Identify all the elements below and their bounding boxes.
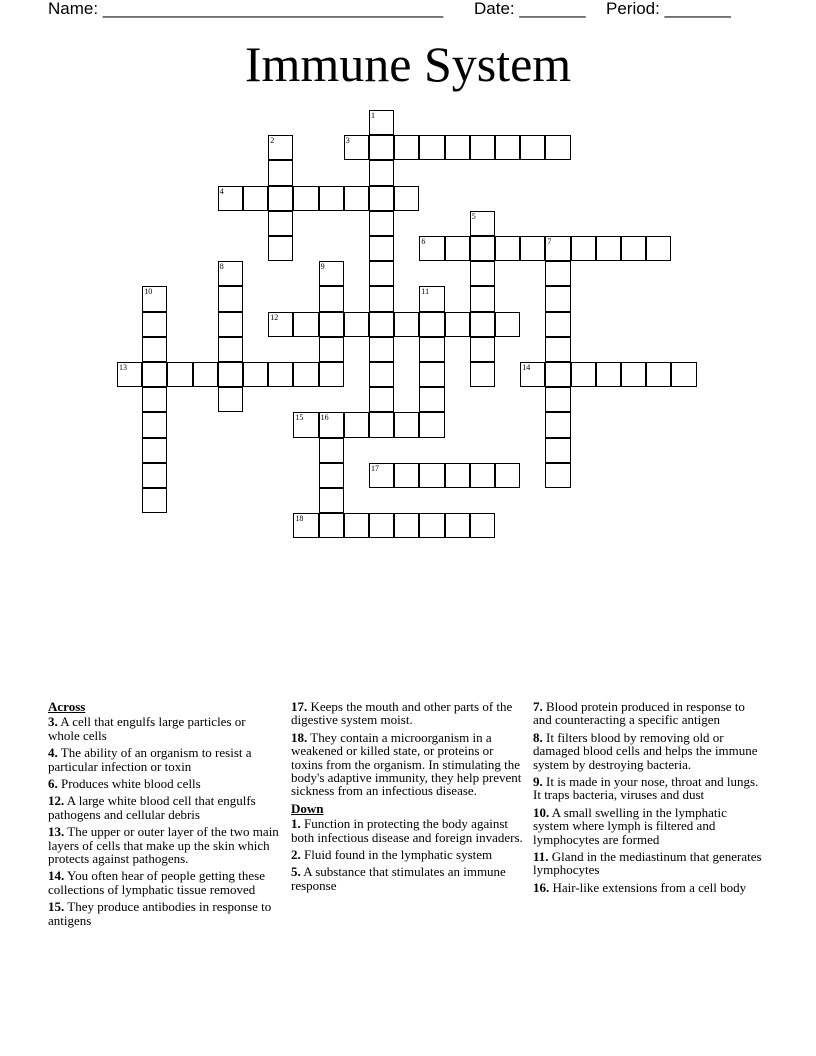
across-clue <box>291 731 525 798</box>
grid-cell[interactable] <box>319 312 344 337</box>
down-heading: Down <box>291 800 324 816</box>
grid-cell[interactable] <box>495 236 520 261</box>
grid-cell[interactable] <box>545 412 570 437</box>
grid-cell[interactable] <box>545 337 570 362</box>
clue-number-label: 13. <box>48 824 65 840</box>
clue-number: 1 <box>371 111 375 120</box>
clue-text: The ability of an organism to resist a particular infection or toxin <box>48 745 252 774</box>
clue-number-label: 14. <box>48 868 65 884</box>
grid-cell[interactable] <box>268 160 293 185</box>
grid-cell[interactable] <box>571 236 596 261</box>
grid-cell[interactable] <box>218 362 243 387</box>
clue-text: It filters blood by removing old or damaged blood cells and helps the immune system by destroying bacteria. <box>533 729 758 772</box>
grid-cell[interactable] <box>419 513 444 538</box>
grid-cell[interactable] <box>142 463 167 488</box>
grid-cell[interactable] <box>369 387 394 412</box>
clue-text: Blood protein produced in response to and counteracting a specific antigen <box>533 699 745 728</box>
clue-text: Keeps the mouth and other parts of the digestive system moist. <box>291 699 513 728</box>
grid-cell[interactable] <box>470 312 495 337</box>
clue-number: 6 <box>421 237 426 246</box>
grid-cell[interactable] <box>545 286 570 311</box>
grid-cell[interactable] <box>142 488 167 513</box>
grid-cell[interactable] <box>369 513 394 538</box>
clue-number: 8 <box>219 262 224 272</box>
grid-cell[interactable] <box>218 387 243 412</box>
grid-cell[interactable] <box>319 337 344 362</box>
grid-cell[interactable] <box>293 312 318 337</box>
clue-number-label: 9. <box>533 774 543 790</box>
grid-cell[interactable] <box>495 463 520 488</box>
grid-cell[interactable] <box>319 362 344 387</box>
grid-cell[interactable] <box>243 186 268 211</box>
clue-text: A large white blood cell that engulfs pathogens and cellular debris <box>48 793 256 822</box>
clue-number-label: 5. <box>291 864 301 880</box>
down-clue <box>533 700 765 727</box>
grid-cell[interactable] <box>142 312 167 337</box>
grid-cell[interactable] <box>520 135 545 160</box>
grid-cell[interactable] <box>268 186 293 211</box>
down-clue-list <box>291 817 525 892</box>
clue-number-label: 18. <box>291 729 308 745</box>
grid-cell[interactable] <box>520 236 545 261</box>
grid-cell[interactable] <box>369 337 394 362</box>
down-clue <box>533 775 765 802</box>
clue-number-label: 17. <box>291 699 308 714</box>
grid-cell[interactable] <box>369 362 394 387</box>
grid-cell[interactable] <box>142 387 167 412</box>
grid-cell[interactable] <box>369 211 394 236</box>
grid-cell[interactable] <box>646 236 671 261</box>
grid-cell[interactable] <box>344 513 369 538</box>
grid-cell[interactable] <box>470 261 495 286</box>
grid-cell[interactable] <box>445 463 470 488</box>
clue-number-label: 6. <box>48 776 58 792</box>
across-clue <box>48 746 280 773</box>
across-clue <box>48 794 280 821</box>
grid-cell[interactable] <box>394 412 419 437</box>
grid-cell[interactable] <box>319 463 344 488</box>
clue-number: 16 <box>320 413 329 423</box>
grid-cell[interactable] <box>470 286 495 311</box>
clue-number-label: 11. <box>533 849 549 865</box>
clue-number-label: 12. <box>48 793 65 809</box>
grid-cell[interactable] <box>394 135 419 160</box>
grid-cell[interactable] <box>369 412 394 437</box>
clue-text: A cell that engulfs large particles or whole cells <box>48 714 246 743</box>
across-clue <box>48 777 280 790</box>
across-clue <box>48 900 280 927</box>
grid-cell[interactable] <box>470 236 495 261</box>
grid-cell[interactable] <box>470 362 495 387</box>
grid-cell[interactable] <box>621 236 646 261</box>
clue-text: Function in protecting the body against both infectious disease and foreign invaders. <box>291 816 523 845</box>
grid-cell[interactable] <box>495 312 520 337</box>
across-clue-list <box>48 715 280 927</box>
period-field[interactable]: Period: _______ <box>606 0 731 18</box>
clue-text: Fluid found in the lymphatic system <box>300 847 493 863</box>
grid-cell[interactable] <box>319 488 344 513</box>
clue-text: It is made in your nose, throat and lungs. It traps bacteria, viruses and dust <box>533 774 759 803</box>
clue-number: 17 <box>371 463 379 473</box>
clues-column-1 <box>48 700 280 931</box>
grid-cell[interactable] <box>419 312 444 337</box>
clue-text: The upper or outer layer of the two main layers of cells that make up the skin which protects against pathogens. <box>48 824 279 867</box>
grid-cell[interactable] <box>167 362 192 387</box>
grid-cell[interactable] <box>470 513 495 538</box>
grid-cell[interactable] <box>369 312 394 337</box>
clue-text: Gland in the mediastinum that generates lymphocytes <box>533 849 762 878</box>
grid-cell[interactable] <box>470 135 495 160</box>
grid-cell[interactable] <box>419 412 444 437</box>
down-clue <box>533 850 765 877</box>
grid-cell[interactable] <box>394 186 419 211</box>
grid-cell[interactable] <box>621 362 646 387</box>
name-field[interactable]: Name: ____________________________________ <box>48 0 444 18</box>
grid-cell[interactable] <box>344 186 369 211</box>
page-title: Immune System <box>244 36 572 92</box>
clue-number: 14 <box>522 363 531 372</box>
grid-cell[interactable] <box>218 312 243 337</box>
clues-column-3 <box>533 700 765 898</box>
grid-cell[interactable] <box>545 261 570 286</box>
grid-cell[interactable] <box>571 362 596 387</box>
grid-cell[interactable] <box>243 362 268 387</box>
grid-cell[interactable] <box>646 362 671 387</box>
grid-cell[interactable] <box>319 186 344 211</box>
clue-text: A substance that stimulates an immune response <box>291 864 506 893</box>
down-clue <box>291 865 525 892</box>
grid-cell[interactable] <box>445 312 470 337</box>
grid-cell[interactable] <box>319 438 344 463</box>
grid-cell[interactable] <box>545 463 570 488</box>
clue-number: 3 <box>345 136 350 146</box>
grid-cell[interactable] <box>218 286 243 311</box>
grid-cell[interactable] <box>369 135 394 160</box>
down-clue <box>533 881 765 894</box>
grid-cell[interactable] <box>268 362 293 387</box>
grid-cell[interactable] <box>369 236 394 261</box>
down-clue <box>533 731 765 771</box>
grid-cell[interactable] <box>445 513 470 538</box>
grid-cell[interactable] <box>344 312 369 337</box>
clue-number: 18 <box>295 514 304 524</box>
clue-number: 4 <box>219 186 224 196</box>
down-clue-list-continued <box>533 700 765 894</box>
clue-number: 9 <box>320 262 325 272</box>
grid-cell[interactable] <box>142 412 167 437</box>
across-heading: Across <box>48 699 86 714</box>
grid-cell[interactable] <box>319 286 344 311</box>
clue-number-label: 2. <box>291 847 301 863</box>
clue-number: 15 <box>295 413 304 423</box>
grid-cell[interactable] <box>419 337 444 362</box>
clues-column-2 <box>291 700 525 896</box>
grid-cell[interactable] <box>293 362 318 387</box>
across-clue <box>48 715 280 742</box>
grid-cell[interactable] <box>545 362 570 387</box>
clue-number: 7 <box>547 237 552 246</box>
clue-text: You often hear of people getting these collections of lymphatic tissue removed <box>48 868 265 897</box>
grid-cell[interactable] <box>268 236 293 261</box>
across-clue-list-continued <box>291 700 525 798</box>
down-clue <box>291 848 525 861</box>
down-clue <box>533 806 765 846</box>
clue-text: Produces white blood cells <box>57 776 201 792</box>
grid-cell[interactable] <box>369 186 394 211</box>
grid-cell[interactable] <box>268 211 293 236</box>
grid-cell[interactable] <box>545 312 570 337</box>
grid-cell[interactable] <box>545 438 570 463</box>
grid-cell[interactable] <box>419 387 444 412</box>
clue-number: 2 <box>270 136 275 146</box>
grid-cell[interactable] <box>369 261 394 286</box>
grid-cell[interactable] <box>394 463 419 488</box>
clue-number: 10 <box>144 287 153 297</box>
grid-cell[interactable] <box>344 412 369 437</box>
clue-number-label: 15. <box>48 899 65 915</box>
grid-cell[interactable] <box>419 135 444 160</box>
clue-number-label: 7. <box>533 699 543 714</box>
clue-number-label: 4. <box>48 745 58 761</box>
clue-number: 5 <box>471 211 476 221</box>
grid-cell[interactable] <box>394 513 419 538</box>
grid-cell[interactable] <box>545 135 570 160</box>
grid-cell[interactable] <box>596 362 621 387</box>
clue-number: 13 <box>119 363 127 372</box>
date-field[interactable]: Date: _______ <box>474 0 586 18</box>
grid-cell[interactable] <box>394 312 419 337</box>
grid-cell[interactable] <box>671 362 696 387</box>
grid-cell[interactable] <box>369 286 394 311</box>
across-clue <box>48 825 280 865</box>
clue-number: 12 <box>270 312 279 322</box>
clue-text: Hair-like extensions from a cell body <box>549 879 747 895</box>
grid-cell[interactable] <box>319 513 344 538</box>
clue-text: A small swelling in the lymphatic system where lymph is filtered and lymphocytes are formed <box>533 804 727 847</box>
grid-cell[interactable] <box>596 236 621 261</box>
grid-cell[interactable] <box>369 160 394 185</box>
grid-cell[interactable] <box>193 362 218 387</box>
clue-number-label: 16. <box>533 879 550 895</box>
clue-number-label: 10. <box>533 804 550 820</box>
grid-cell[interactable] <box>445 236 470 261</box>
down-clue <box>291 817 525 844</box>
clue-number-label: 3. <box>48 714 58 730</box>
clue-number-label: 8. <box>533 729 543 745</box>
grid-cell[interactable] <box>419 362 444 387</box>
grid-cell[interactable] <box>445 135 470 160</box>
grid-cell[interactable] <box>218 337 243 362</box>
across-clue <box>291 700 525 727</box>
grid-cell[interactable] <box>419 463 444 488</box>
grid-cell[interactable] <box>142 337 167 362</box>
grid-cell[interactable] <box>545 387 570 412</box>
clue-text: They produce antibodies in response to antigens <box>48 899 272 928</box>
grid-cell[interactable] <box>495 135 520 160</box>
clue-number-label: 1. <box>291 816 301 832</box>
grid-cell[interactable] <box>470 463 495 488</box>
clue-text: They contain a microorganism in a weakened or killed state, or proteins or toxins from the organism. In stimulating the body's adaptive immunity, they help prevent sickness from an infectious disease. <box>291 729 522 799</box>
across-clue <box>48 869 280 896</box>
clue-number: 11 <box>421 287 430 297</box>
grid-cell[interactable] <box>293 186 318 211</box>
grid-cell[interactable] <box>142 438 167 463</box>
grid-cell[interactable] <box>470 337 495 362</box>
grid-cell[interactable] <box>142 362 167 387</box>
